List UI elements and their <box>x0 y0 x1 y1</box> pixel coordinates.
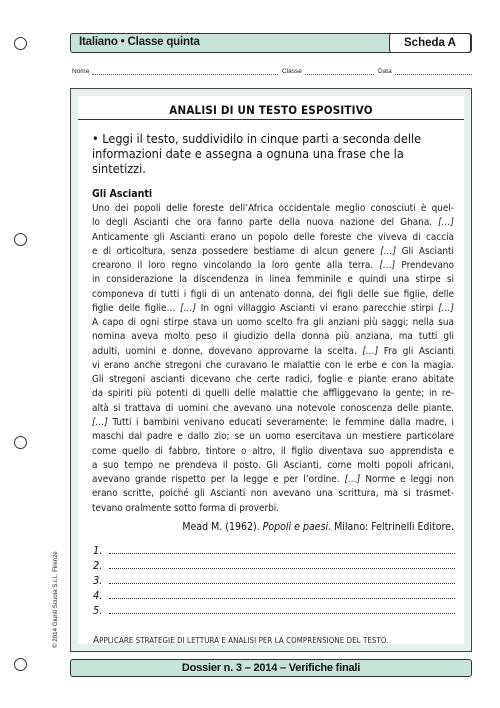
passage-line: a suo tempo ne prendeva il posto. Gli Ascianti, come molti popoli africani, <box>92 459 454 471</box>
answer-line[interactable]: 3. <box>93 572 455 587</box>
answer-line[interactable]: 4. <box>93 587 455 602</box>
passage-line: vi erano anche stregoni che curavano le malattie con le erbe e con la magia. <box>92 359 454 371</box>
answer-line[interactable]: 5. <box>93 602 455 617</box>
passage-line: maschi dal padre e dallo zio; se un uomo esercitava un mestiere particolare <box>92 431 454 443</box>
citation-author: Mead M. (1962). <box>182 521 260 533</box>
worksheet-inner <box>78 96 464 644</box>
passage-line: componeva di tutti i figli di un antenato donna, dei figli delle sue figlie, delle <box>92 288 454 300</box>
class-field[interactable] <box>282 68 374 75</box>
binder-hole <box>14 37 27 50</box>
text-title: Gli Ascianti <box>92 188 153 200</box>
binder-hole <box>14 233 27 246</box>
passage-line: erano scritte, poiché gli Ascianti non avevano una scrittura, ma si trasmet- <box>92 488 454 500</box>
title-divider <box>78 119 464 120</box>
passage-line: adulti, uomini e donne, dovevano approvarne la scelta. […] Fra gli Ascianti <box>92 345 454 357</box>
header-bar <box>70 33 472 53</box>
passage-line: da spiriti più potenti di quelli delle malattie che affliggevano la gente; in re- <box>92 388 454 400</box>
student-fields <box>70 68 472 80</box>
sheet-label: Scheda A <box>389 33 471 53</box>
passage-line: nomina aveva molto peso il giudizio della donna più anziana, ma tutti gli <box>92 331 454 343</box>
instruction-text: • Leggi il testo, suddividilo in cinque parti a seconda delle informazioni date e assegna a ognuna una frase che la sintetizzi. <box>92 131 422 176</box>
citation-title: Popoli e paesi <box>262 521 329 533</box>
passage-line: in considerazione la discendenza in linea femminile e quindi una stirpe si <box>92 274 454 286</box>
date-field[interactable] <box>378 68 472 75</box>
worksheet-title: ANALISI DI UN TESTO ESPOSITIVO <box>169 103 373 117</box>
answer-line[interactable]: 1. <box>93 542 455 557</box>
passage-line: come quello di fabbro, tintore o altro, il figlio diventava suo apprendista e <box>92 445 454 457</box>
passage-line: Uno dei popoli delle foreste dell’Africa occidentale meglio conosciuti è quel- <box>92 203 454 214</box>
reading-passage <box>92 202 454 516</box>
subject-label: Italiano • Classe quinta <box>79 36 200 48</box>
passage-line: Anticamente gli Ascianti erano un popolo delle foreste che viveva di caccia <box>92 231 454 243</box>
passage-line: altà si trattava di uomini che avevano una notevole conoscenza delle piante. <box>92 402 454 414</box>
footer-bar: Dossier n. 3 – 2014 – Verifiche finali <box>70 659 472 677</box>
citation <box>78 521 454 533</box>
passage-line: Gli stregoni ascianti dicevano che certe radici, foglie e piante erano abitate <box>92 374 454 386</box>
passage-line: e di orticoltura, senza possedere bestiame di alcun genere […] Gli Ascianti <box>92 245 454 257</box>
passage-line: crearono il loro regno vincolando la loro gente alla terra. […] Prendevano <box>92 260 454 272</box>
passage-line: A capo di ogni stirpe stava un uomo scelto fra gli anziani più saggi; nella sua <box>92 317 454 329</box>
passage-line: lo degli Ascianti che ora fanno parte della nuova nazione del Ghana. […] <box>92 217 454 229</box>
answer-lines <box>93 542 455 617</box>
passage-line: tevano oralmente sotto forma di proverbi. <box>92 502 280 514</box>
passage-line: […] Tutti i bambini venivano educati severamente: le femmine dalla madre, i <box>92 416 454 428</box>
binder-hole <box>14 658 27 671</box>
copyright-notice: © 2014 Giunti Scuola S.r.l., Firenze <box>52 551 59 648</box>
name-label: Nome <box>72 68 90 75</box>
binder-hole <box>14 436 27 449</box>
passage-line: avevano grande rispetto per la legge e per l’ordine. […] Norme e leggi non <box>92 474 454 486</box>
worksheet-box <box>70 88 472 652</box>
date-label: Data <box>378 68 392 75</box>
citation-publisher: . Milano: Feltrinelli Editore. <box>328 521 454 533</box>
name-field[interactable] <box>72 68 278 75</box>
class-label: Classe <box>282 68 302 75</box>
answer-line[interactable]: 2. <box>93 557 455 572</box>
passage-line: figlie delle figlie… […] In ogni villaggio Ascianti vi erano parecchie stirpi […] <box>92 302 455 314</box>
skill-footnote: APPLICARE STRATEGIE DI LETTURA E ANALISI PER LA COMPRENSIONE DEL TESTO. <box>93 635 389 646</box>
